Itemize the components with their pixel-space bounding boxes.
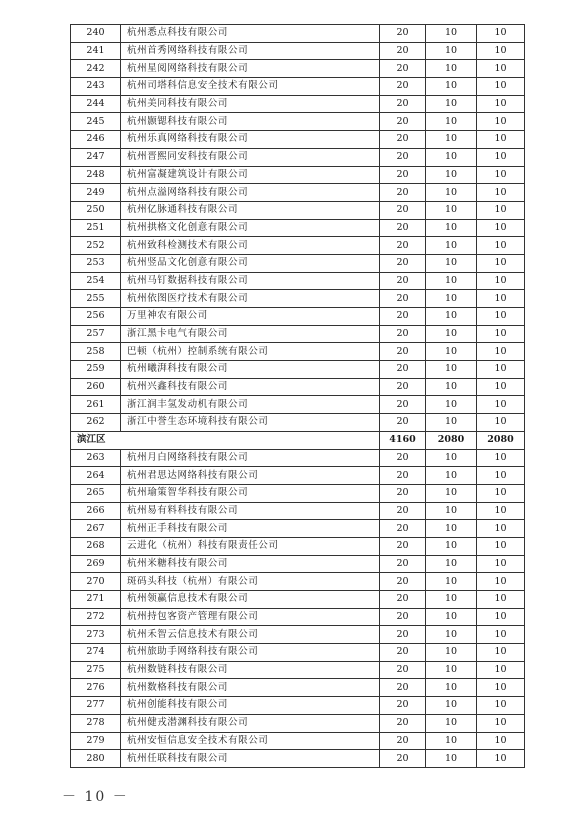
amount-part-1: 10 (426, 219, 477, 237)
row-number: 240 (71, 25, 121, 43)
amount-total: 20 (380, 201, 426, 219)
row-number: 266 (71, 502, 121, 520)
amount-total: 20 (380, 608, 426, 626)
amount-part-1: 10 (426, 25, 477, 43)
company-name: 杭州马钉数据科技有限公司 (121, 272, 380, 290)
amount-part-2: 10 (477, 361, 525, 379)
amount-part-1: 10 (426, 131, 477, 149)
amount-part-2: 10 (477, 219, 525, 237)
amount-part-2: 10 (477, 502, 525, 520)
company-name: 杭州晋熙同安科技有限公司 (121, 148, 380, 166)
amount-total: 20 (380, 520, 426, 538)
company-name: 杭州持包客资产管理有限公司 (121, 608, 380, 626)
amount-total: 20 (380, 325, 426, 343)
amount-part-1: 10 (426, 113, 477, 131)
amount-part-1: 10 (426, 95, 477, 113)
amount-part-1: 10 (426, 60, 477, 78)
table-row (71, 449, 525, 467)
table-row (71, 697, 525, 715)
amount-total: 20 (380, 166, 426, 184)
company-name: 杭州首秀网络科技有限公司 (121, 42, 380, 60)
row-number: 278 (71, 714, 121, 732)
row-number: 265 (71, 484, 121, 502)
company-name: 杭州拱格文化创意有限公司 (121, 219, 380, 237)
amount-part-1: 10 (426, 484, 477, 502)
company-name: 杭州数链科技有限公司 (121, 661, 380, 679)
row-number: 253 (71, 254, 121, 272)
page-number: － 10 － (62, 789, 129, 805)
amount-total: 20 (380, 254, 426, 272)
table-row (71, 219, 525, 237)
table-row (71, 308, 525, 326)
amount-part-2: 10 (477, 573, 525, 591)
amount-total: 20 (380, 60, 426, 78)
amount-part-2: 10 (477, 750, 525, 768)
amount-part-2: 10 (477, 608, 525, 626)
amount-part-2: 10 (477, 467, 525, 485)
table-row (71, 573, 525, 591)
company-name: 杭州领赢信息技术有限公司 (121, 591, 380, 609)
table-row (71, 679, 525, 697)
amount-total: 20 (380, 219, 426, 237)
amount-part-2: 10 (477, 343, 525, 361)
amount-part-1: 10 (426, 42, 477, 60)
amount-total: 20 (380, 113, 426, 131)
amount-part-2: 10 (477, 42, 525, 60)
amount-part-2: 10 (477, 166, 525, 184)
company-name: 杭州点溢网络科技有限公司 (121, 184, 380, 202)
amount-total: 20 (380, 661, 426, 679)
amount-total: 20 (380, 449, 426, 467)
amount-part-1: 10 (426, 166, 477, 184)
amount-part-1: 10 (426, 254, 477, 272)
amount-total: 20 (380, 484, 426, 502)
table-row (71, 148, 525, 166)
company-name: 杭州数格科技有限公司 (121, 679, 380, 697)
table-row (71, 60, 525, 78)
amount-total: 20 (380, 131, 426, 149)
amount-total: 20 (380, 502, 426, 520)
amount-part-1: 10 (426, 378, 477, 396)
company-name: 杭州竖品文化创意有限公司 (121, 254, 380, 272)
row-number: 267 (71, 520, 121, 538)
row-number: 244 (71, 95, 121, 113)
row-number: 249 (71, 184, 121, 202)
district-total-c: 2080 (477, 431, 525, 449)
company-name: 巴顿（杭州）控制系统有限公司 (121, 343, 380, 361)
amount-total: 20 (380, 537, 426, 555)
amount-total: 20 (380, 714, 426, 732)
district-subtotal-row (71, 431, 525, 449)
amount-total: 20 (380, 42, 426, 60)
amount-total: 20 (380, 732, 426, 750)
table-row (71, 272, 525, 290)
amount-part-2: 10 (477, 714, 525, 732)
company-name: 杭州美同科技有限公司 (121, 95, 380, 113)
amount-part-2: 10 (477, 184, 525, 202)
amount-total: 20 (380, 78, 426, 96)
section-row-group (71, 431, 525, 449)
table-row (71, 290, 525, 308)
amount-total: 20 (380, 378, 426, 396)
amount-total: 20 (380, 679, 426, 697)
row-number: 270 (71, 573, 121, 591)
amount-part-1: 10 (426, 449, 477, 467)
row-number: 258 (71, 343, 121, 361)
row-number: 256 (71, 308, 121, 326)
table-body-bottom (71, 449, 525, 767)
amount-part-2: 10 (477, 520, 525, 538)
amount-part-1: 10 (426, 750, 477, 768)
table-row (71, 467, 525, 485)
amount-total: 20 (380, 626, 426, 644)
company-name: 杭州兴鑫科技有限公司 (121, 378, 380, 396)
table-row (71, 361, 525, 379)
row-number: 264 (71, 467, 121, 485)
table-row (71, 537, 525, 555)
amount-total: 20 (380, 396, 426, 414)
table-row (71, 184, 525, 202)
company-name: 杭州星阅网络科技有限公司 (121, 60, 380, 78)
table-row (71, 237, 525, 255)
company-name: 杭州瑜策智华科技有限公司 (121, 484, 380, 502)
amount-part-1: 10 (426, 502, 477, 520)
amount-total: 20 (380, 184, 426, 202)
company-name: 杭州任联科技有限公司 (121, 750, 380, 768)
amount-total: 20 (380, 467, 426, 485)
amount-total: 20 (380, 555, 426, 573)
row-number: 257 (71, 325, 121, 343)
table-row (71, 484, 525, 502)
table-row (71, 396, 525, 414)
amount-part-1: 10 (426, 679, 477, 697)
amount-part-1: 10 (426, 697, 477, 715)
company-name: 杭州致科检测技术有限公司 (121, 237, 380, 255)
table-row (71, 750, 525, 768)
table-row (71, 25, 525, 43)
amount-part-1: 10 (426, 537, 477, 555)
row-number: 280 (71, 750, 121, 768)
amount-part-2: 10 (477, 237, 525, 255)
table-row (71, 78, 525, 96)
amount-part-1: 10 (426, 201, 477, 219)
company-name: 杭州悉点科技有限公司 (121, 25, 380, 43)
district-total-b: 2080 (426, 431, 477, 449)
amount-part-2: 10 (477, 148, 525, 166)
table-row (71, 343, 525, 361)
amount-part-1: 10 (426, 78, 477, 96)
amount-part-1: 10 (426, 661, 477, 679)
row-number: 251 (71, 219, 121, 237)
table-row (71, 626, 525, 644)
row-number: 261 (71, 396, 121, 414)
row-number: 272 (71, 608, 121, 626)
amount-part-2: 10 (477, 555, 525, 573)
amount-part-2: 10 (477, 25, 525, 43)
company-name: 杭州安恒信息安全技术有限公司 (121, 732, 380, 750)
company-subsidy-table (70, 24, 525, 768)
amount-part-2: 10 (477, 60, 525, 78)
table-row (71, 95, 525, 113)
row-number: 252 (71, 237, 121, 255)
amount-part-2: 10 (477, 537, 525, 555)
amount-part-1: 10 (426, 343, 477, 361)
amount-total: 20 (380, 25, 426, 43)
row-number: 243 (71, 78, 121, 96)
table-row (71, 201, 525, 219)
amount-total: 20 (380, 290, 426, 308)
row-number: 255 (71, 290, 121, 308)
table-row (71, 608, 525, 626)
amount-total: 20 (380, 644, 426, 662)
row-number: 259 (71, 361, 121, 379)
company-name: 杭州健戎潜渊科技有限公司 (121, 714, 380, 732)
amount-part-2: 10 (477, 396, 525, 414)
table-row (71, 661, 525, 679)
table-row (71, 502, 525, 520)
amount-part-2: 10 (477, 113, 525, 131)
amount-part-1: 10 (426, 237, 477, 255)
amount-total: 20 (380, 272, 426, 290)
amount-part-2: 10 (477, 131, 525, 149)
amount-part-2: 10 (477, 290, 525, 308)
row-number: 271 (71, 591, 121, 609)
row-number: 260 (71, 378, 121, 396)
amount-part-2: 10 (477, 254, 525, 272)
amount-part-1: 10 (426, 272, 477, 290)
amount-part-1: 10 (426, 290, 477, 308)
amount-part-2: 10 (477, 679, 525, 697)
amount-total: 20 (380, 573, 426, 591)
row-number: 276 (71, 679, 121, 697)
row-number: 242 (71, 60, 121, 78)
amount-total: 20 (380, 750, 426, 768)
district-total-a: 4160 (380, 431, 426, 449)
company-name: 杭州富凝建筑设计有限公司 (121, 166, 380, 184)
table-row (71, 254, 525, 272)
row-number: 254 (71, 272, 121, 290)
table-row (71, 732, 525, 750)
amount-part-2: 10 (477, 732, 525, 750)
amount-part-2: 10 (477, 644, 525, 662)
amount-part-1: 10 (426, 626, 477, 644)
company-name: 杭州依图医疗技术有限公司 (121, 290, 380, 308)
amount-part-2: 10 (477, 272, 525, 290)
table-row (71, 131, 525, 149)
company-name: 杭州旅助手网络科技有限公司 (121, 644, 380, 662)
amount-part-2: 10 (477, 591, 525, 609)
amount-part-1: 10 (426, 608, 477, 626)
table-row (71, 714, 525, 732)
amount-total: 20 (380, 697, 426, 715)
row-number: 269 (71, 555, 121, 573)
table-row (71, 113, 525, 131)
company-name: 杭州易有料科技有限公司 (121, 502, 380, 520)
amount-part-2: 10 (477, 95, 525, 113)
company-name: 杭州曦湃科技有限公司 (121, 361, 380, 379)
table-row (71, 555, 525, 573)
row-number: 248 (71, 166, 121, 184)
row-number: 277 (71, 697, 121, 715)
table-row (71, 591, 525, 609)
amount-total: 20 (380, 148, 426, 166)
amount-part-1: 10 (426, 396, 477, 414)
amount-part-1: 10 (426, 714, 477, 732)
amount-part-2: 10 (477, 697, 525, 715)
amount-part-1: 10 (426, 591, 477, 609)
amount-part-2: 10 (477, 661, 525, 679)
amount-part-1: 10 (426, 555, 477, 573)
company-name: 浙江润丰氢发动机有限公司 (121, 396, 380, 414)
amount-part-2: 10 (477, 201, 525, 219)
table-row (71, 644, 525, 662)
company-name: 杭州正手科技有限公司 (121, 520, 380, 538)
amount-part-1: 10 (426, 325, 477, 343)
row-number: 247 (71, 148, 121, 166)
amount-part-1: 10 (426, 732, 477, 750)
company-name: 杭州司塔科信息安全技术有限公司 (121, 78, 380, 96)
row-number: 241 (71, 42, 121, 60)
amount-total: 20 (380, 414, 426, 432)
amount-total: 20 (380, 308, 426, 326)
amount-part-2: 10 (477, 308, 525, 326)
table-row (71, 42, 525, 60)
amount-part-1: 10 (426, 467, 477, 485)
amount-part-2: 10 (477, 325, 525, 343)
row-number: 279 (71, 732, 121, 750)
amount-part-2: 10 (477, 78, 525, 96)
amount-total: 20 (380, 591, 426, 609)
district-name: 滨江区 (71, 431, 380, 449)
amount-part-2: 10 (477, 378, 525, 396)
row-number: 246 (71, 131, 121, 149)
company-name: 浙江黑卡电气有限公司 (121, 325, 380, 343)
row-number: 263 (71, 449, 121, 467)
table-row (71, 378, 525, 396)
company-name: 杭州米糖科技有限公司 (121, 555, 380, 573)
amount-part-1: 10 (426, 414, 477, 432)
amount-part-2: 10 (477, 484, 525, 502)
company-name: 云进化（杭州）科技有限责任公司 (121, 537, 380, 555)
table-row (71, 325, 525, 343)
row-number: 273 (71, 626, 121, 644)
row-number: 245 (71, 113, 121, 131)
amount-part-1: 10 (426, 361, 477, 379)
company-name: 杭州君思达网络科技有限公司 (121, 467, 380, 485)
row-number: 274 (71, 644, 121, 662)
company-name: 万里神农有限公司 (121, 308, 380, 326)
company-name: 浙江中誉生态环境科技有限公司 (121, 414, 380, 432)
amount-part-1: 10 (426, 644, 477, 662)
table-row (71, 520, 525, 538)
company-name: 斑码头科技（杭州）有限公司 (121, 573, 380, 591)
row-number: 250 (71, 201, 121, 219)
amount-part-1: 10 (426, 184, 477, 202)
table-row (71, 166, 525, 184)
amount-part-2: 10 (477, 414, 525, 432)
amount-part-2: 10 (477, 449, 525, 467)
amount-part-1: 10 (426, 520, 477, 538)
amount-part-2: 10 (477, 626, 525, 644)
table-body-top (71, 25, 525, 432)
amount-total: 20 (380, 95, 426, 113)
amount-part-1: 10 (426, 573, 477, 591)
company-name: 杭州乐真网络科技有限公司 (121, 131, 380, 149)
table-row (71, 414, 525, 432)
amount-total: 20 (380, 237, 426, 255)
company-name: 杭州禾智云信息技术有限公司 (121, 626, 380, 644)
company-name: 杭州颢锶科技有限公司 (121, 113, 380, 131)
amount-total: 20 (380, 343, 426, 361)
amount-part-1: 10 (426, 308, 477, 326)
row-number: 268 (71, 537, 121, 555)
amount-total: 20 (380, 361, 426, 379)
row-number: 262 (71, 414, 121, 432)
company-name: 杭州创能科技有限公司 (121, 697, 380, 715)
company-name: 杭州月白网络科技有限公司 (121, 449, 380, 467)
row-number: 275 (71, 661, 121, 679)
amount-part-1: 10 (426, 148, 477, 166)
company-name: 杭州亿脉通科技有限公司 (121, 201, 380, 219)
